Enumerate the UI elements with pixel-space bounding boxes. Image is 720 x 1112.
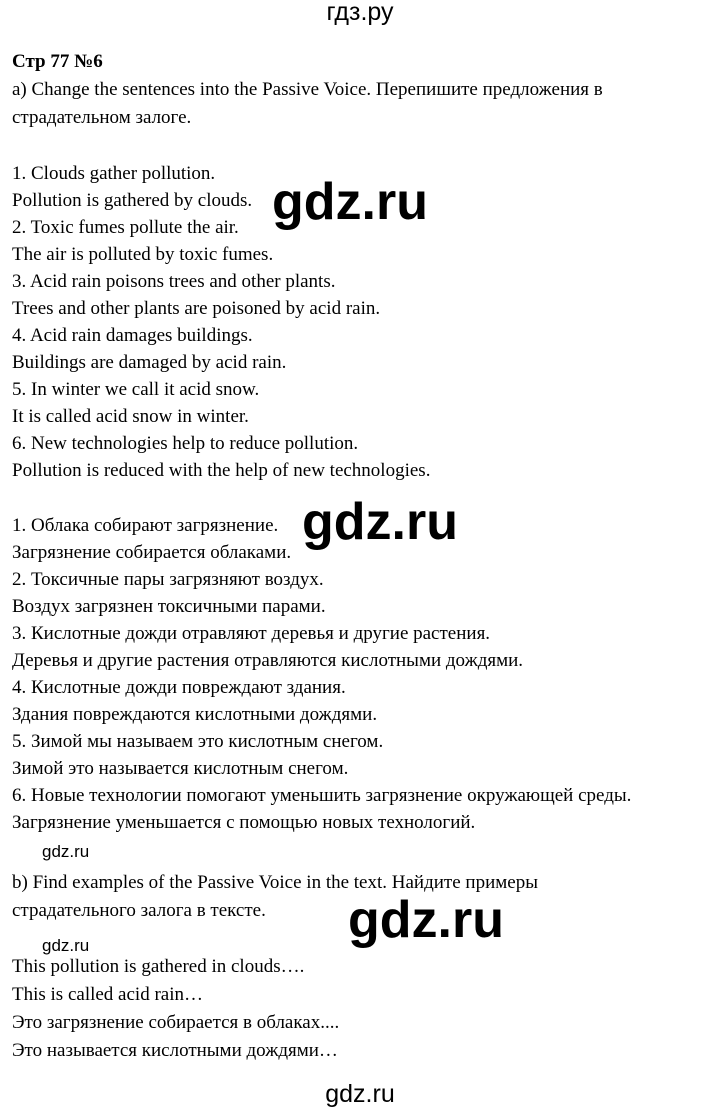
english-line-8: Buildings are damaged by acid rain.	[12, 352, 287, 373]
watermark-large-3: gdz.ru	[348, 891, 504, 949]
russian-line-10: Зимой это называется кислотным снегом.	[12, 758, 349, 779]
watermark-top: гдз.ру	[326, 0, 394, 26]
english-line-12: Pollution is reduced with the help of new technologies.	[12, 460, 431, 481]
example-line-1: This pollution is gathered in clouds….	[12, 956, 305, 977]
russian-line-3: 2. Токсичные пары загрязняют воздух.	[12, 569, 324, 590]
part-b-instruction-1: b) Find examples of the Passive Voice in the text. Найдите примеры	[12, 872, 538, 893]
english-line-4: The air is polluted by toxic fumes.	[12, 244, 274, 265]
english-line-3: 2. Toxic fumes pollute the air.	[12, 217, 239, 238]
russian-line-7: 4. Кислотные дожди повреждают здания.	[12, 677, 346, 698]
english-line-10: It is called acid snow in winter.	[12, 406, 249, 427]
russian-line-8: Здания повреждаются кислотными дождями.	[12, 704, 378, 725]
russian-line-2: Загрязнение собирается облаками.	[12, 542, 292, 563]
watermark-large-2: gdz.ru	[302, 493, 458, 551]
english-line-7: 4. Acid rain damages buildings.	[12, 325, 253, 346]
russian-line-1: 1. Облака собирают загрязнение.	[12, 515, 279, 536]
english-line-6: Trees and other plants are poisoned by acid rain.	[12, 298, 381, 319]
part-a-instruction-1: a) Change the sentences into the Passive Voice. Перепишите предложения в	[12, 79, 603, 100]
part-b-instruction-2: страдательного залога в тексте.	[12, 900, 266, 921]
page-title: Стр 77 №6	[12, 51, 103, 72]
russian-line-4: Воздух загрязнен токсичными парами.	[12, 596, 326, 617]
part-a-instruction-2: страдательном залоге.	[12, 107, 192, 128]
english-line-5: 3. Acid rain poisons trees and other plants.	[12, 271, 336, 292]
russian-line-6: Деревья и другие растения отравляются кислотными дождями.	[12, 650, 524, 671]
english-line-1: 1. Clouds gather pollution.	[12, 163, 216, 184]
example-line-2: This is called acid rain…	[12, 984, 203, 1005]
watermark-small-1: gdz.ru	[42, 842, 90, 861]
english-line-9: 5. In winter we call it acid snow.	[12, 379, 260, 400]
russian-line-12: Загрязнение уменьшается с помощью новых технологий.	[12, 812, 476, 833]
english-line-2: Pollution is gathered by clouds.	[12, 190, 253, 211]
russian-line-11: 6. Новые технологии помогают уменьшить загрязнение окружающей среды.	[12, 785, 632, 806]
russian-line-9: 5. Зимой мы называем это кислотным снегом.	[12, 731, 384, 752]
watermark-small-2: gdz.ru	[42, 936, 90, 955]
watermark-bottom: gdz.ru	[325, 1080, 395, 1108]
example-line-3: Это загрязнение собирается в облаках....	[12, 1012, 340, 1033]
russian-line-5: 3. Кислотные дожди отравляют деревья и другие растения.	[12, 623, 491, 644]
english-line-11: 6. New technologies help to reduce pollution.	[12, 433, 359, 454]
example-line-4: Это называется кислотными дождями…	[12, 1040, 338, 1061]
watermark-large-1: gdz.ru	[272, 173, 428, 231]
